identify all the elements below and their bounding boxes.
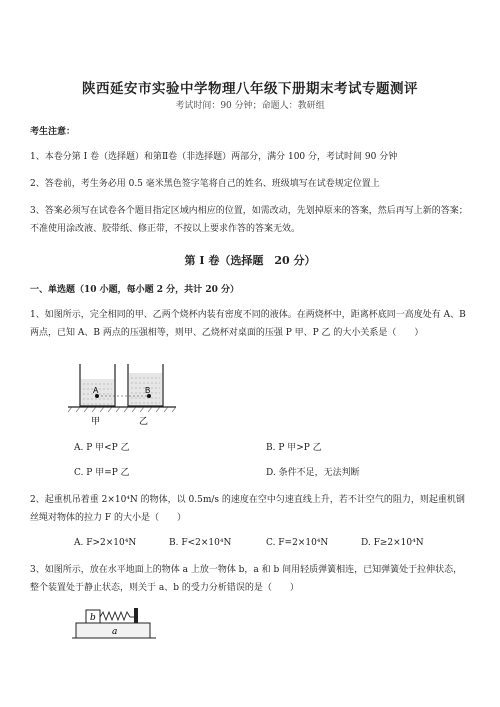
question-1-figure: [68, 360, 178, 426]
question-2-stem: 2、起重机吊着重 2×10⁴N 的物体，以 0.5m/s 的速度在空中匀速直线上升，若不计空气的阻力，则起重机钢丝绳对物体的拉力 F 的大小是（ ）: [30, 495, 465, 523]
figure-label-left: 甲: [91, 417, 101, 426]
notice-item-1: 1、本卷分第 I 卷（选择题）和第Ⅱ卷（非选择题）两部分，满分 100 分，考试时间 90 分钟: [30, 152, 398, 162]
part-heading: 一、单选题（10 小题，每小题 2 分，共计 20 分）: [30, 285, 239, 295]
notice-item-3: 3、答案必须写在试卷各个题目指定区域内相应的位置，如需改动，先划掉原来的答案，然后再写上新的答案；不准使用涂改液、胶带纸、修正带，不按以上要求作答的答案无效。: [30, 206, 468, 234]
q2-option-b[interactable]: B. F<2×10⁴N: [169, 538, 232, 548]
q1-option-c[interactable]: C. P 甲=P 乙: [74, 468, 130, 478]
question-3-stem: 3、如图所示，放在水平地面上的物体 a 上放一物体 b，a 和 b 间用轻质弹簧相连，已知弹簧处于拉伸状态，整个装置处于静止状态，则关于 a、b 的受力分析错误的是（ ）: [30, 565, 463, 593]
point-a-label: A: [93, 386, 99, 395]
exam-title: 陕西延安市实验中学物理八年级下册期末考试专题测评: [82, 81, 418, 97]
q2-option-c[interactable]: C. F=2×10⁴N: [266, 538, 329, 548]
question-3-figure: [72, 606, 158, 646]
block-b-label: b: [90, 613, 96, 623]
notice-heading: 考生注意：: [30, 127, 76, 137]
point-b-label: B: [145, 386, 151, 395]
block-a-label: a: [112, 627, 118, 637]
section-title: 第 I 卷（选择题 20 分）: [184, 254, 316, 267]
notice-item-2: 2、答卷前，考生务必用 0.5 毫米黑色签字笔将自己的姓名、班级填写在试卷规定位置上: [30, 179, 380, 189]
q2-option-d[interactable]: D. F≥2×10⁴N: [361, 538, 424, 548]
question-1-stem: 1、如图所示，完全相同的甲、乙两个烧杯内装有密度不同的液体。在两烧杯中，距离杯底同一高度处有 A、B 两点，已知 A、B 两点的压强相等，则甲、乙烧杯对桌面的压强 P 甲、P 乙 的大小关系是（ ）: [30, 310, 466, 338]
table-hatch: [68, 407, 176, 412]
q2-option-a[interactable]: A. F>2×10⁴N: [74, 538, 137, 548]
exam-subtitle: 考试时间：90 分钟；命题人：教研组: [175, 101, 325, 111]
q1-option-b[interactable]: B. P 甲>P 乙: [266, 443, 322, 453]
spring-post: [134, 608, 138, 623]
spring: [100, 612, 130, 620]
q1-option-d[interactable]: D. 条件不足，无法判断: [266, 468, 360, 478]
q1-option-a[interactable]: A. P 甲<P 乙: [74, 443, 130, 453]
figure-label-right: 乙: [139, 417, 149, 426]
